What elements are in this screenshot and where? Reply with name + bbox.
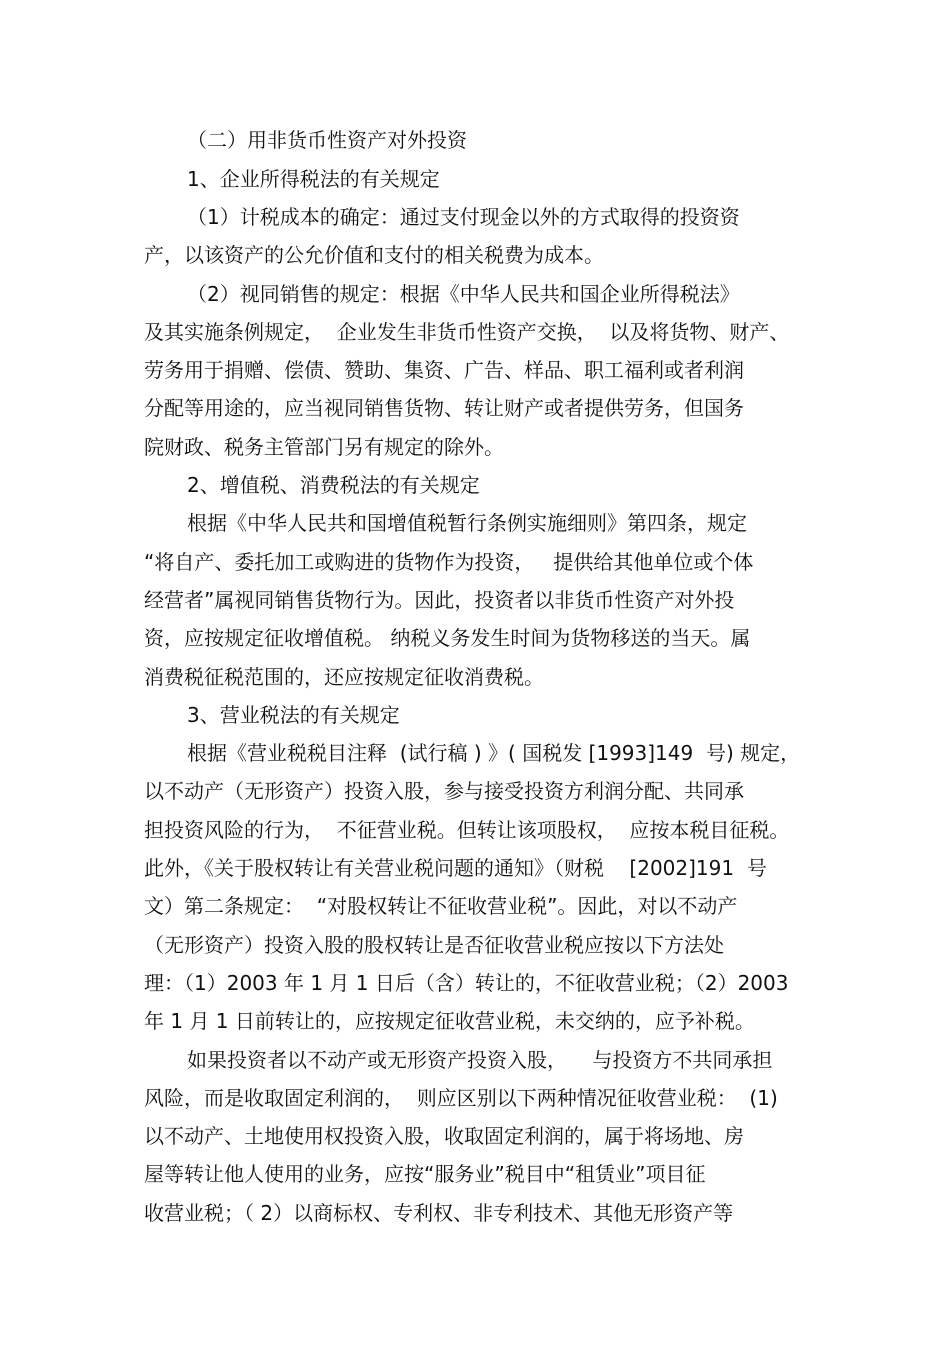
paragraph-line: 及其实施条例规定， 企业发生非货币性资产交换， 以及将货物、财产、: [144, 320, 790, 344]
paragraph-line: 屋等转让他人使用的业务，应按“服务业”税目中“租赁业”项目征: [144, 1162, 706, 1186]
paragraph-line: “将自产、委托加工或购进的货物作为投资， 提供给其他单位或个体: [144, 550, 754, 574]
paragraph-line: 根据《中华人民共和国增值税暂行条例实施细则》第四条，规定: [187, 511, 747, 535]
paragraph-line: （1）计税成本的确定：通过支付现金以外的方式取得的投资资: [187, 205, 740, 229]
paragraph-line: （2）视同销售的规定：根据《中华人民共和国企业所得税法》: [187, 282, 740, 306]
paragraph-line: 院财政、税务主管部门另有规定的除外。: [144, 435, 504, 459]
paragraph-line: 以不动产（无形资产）投资入股，参与接受投资方利润分配、共同承: [144, 779, 744, 803]
paragraph-line: 以不动产、土地使用权投资入股，收取固定利润的，属于将场地、房: [144, 1124, 744, 1148]
paragraph-line: 产，以该资产的公允价值和支付的相关税费为成本。: [144, 243, 604, 267]
section-heading: （二）用非货币性资产对外投资: [187, 128, 467, 152]
subsection-heading: 1、企业所得税法的有关规定: [187, 167, 440, 191]
subsection-heading: 3、营业税法的有关规定: [187, 703, 400, 727]
subsection-heading: 2、增值税、消费税法的有关规定: [187, 473, 480, 497]
paragraph-line: 年 1 月 1 日前转让的，应按规定征收营业税，未交纳的，应予补税。: [144, 1009, 755, 1033]
paragraph-line: 理：（1）2003 年 1 月 1 日后（含）转让的，不征收营业税；（2）2003: [144, 971, 789, 995]
paragraph-line: 劳务用于捐赠、偿债、赞助、集资、广告、样品、职工福利或者利润: [144, 358, 744, 382]
paragraph-line: 此外，《关于股权转让有关营业税问题的通知》（财税 [2002]191 号: [144, 856, 767, 880]
paragraph-line: 担投资风险的行为， 不征营业税。但转让该项股权， 应按本税目征税。: [144, 818, 790, 842]
paragraph-line: 经营者”属视同销售货物行为。因此，投资者以非货币性资产对外投: [144, 588, 735, 612]
paragraph-line: 资，应按规定征收增值税。 纳税义务发生时间为货物移送的当天。属: [144, 626, 751, 650]
paragraph-line: 如果投资者以不动产或无形资产投资入股， 与投资方不共同承担: [187, 1048, 773, 1072]
paragraph-line: 消费税征税范围的，还应按规定征收消费税。: [144, 665, 544, 689]
paragraph-line: 风险，而是收取固定利润的， 则应区别以下两种情况征收营业税： (1): [144, 1086, 778, 1110]
paragraph-line: （无形资产）投资入股的股权转让是否征收营业税应按以下方法处: [144, 933, 724, 957]
paragraph-line: 分配等用途的，应当视同销售货物、转让财产或者提供劳务，但国务: [144, 396, 744, 420]
paragraph-line: 根据《营业税税目注释 (试行稿 ) 》( 国税发 [1993]149 号) 规定，: [187, 741, 801, 765]
paragraph-line: 文）第二条规定： “对股权转让不征收营业税”。因此，对以不动产: [144, 894, 738, 918]
paragraph-line: 收营业税；（ 2）以商标权、专利权、非专利技术、其他无形资产等: [144, 1201, 734, 1225]
